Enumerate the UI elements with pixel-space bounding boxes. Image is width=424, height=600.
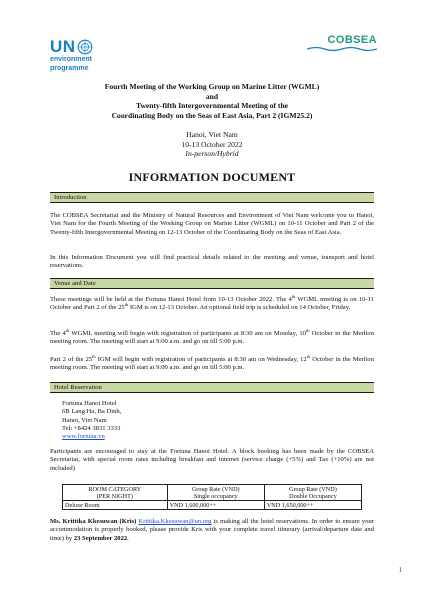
address-line: Tel: +8424 3831 3333 bbox=[62, 424, 121, 432]
venue-paragraph-2 bbox=[50, 327, 374, 347]
hotel-website-link[interactable]: www.fortuna.vn bbox=[62, 433, 105, 441]
hotel-address bbox=[62, 400, 121, 441]
venue-p3-text-c: October in the Merlion meeting room. The meeting will start at 9:00 a.m. and go on till 5:00 p.m. bbox=[50, 356, 374, 372]
cell-room-type: Deluxe Room bbox=[63, 501, 168, 510]
address-line: Hanoi, Viet Nam bbox=[62, 416, 107, 424]
title-line-1: Fourth Meeting of the Working Group on Marine Litter (WGML) bbox=[104, 82, 320, 91]
room-rate-table bbox=[62, 484, 362, 510]
meeting-title bbox=[40, 82, 384, 120]
wave-icon bbox=[307, 46, 377, 52]
venue-p2-text-b: WGML meeting will begin with registration of participants at 8:30 am on Monday, 10 bbox=[69, 330, 306, 337]
hotel-contact-paragraph bbox=[50, 518, 374, 543]
contact-deadline: 23 September 2022 bbox=[73, 534, 128, 542]
venue-p2-sup-1: th bbox=[65, 327, 70, 333]
header-text: Double Occupancy bbox=[289, 492, 337, 500]
introduction-paragraph-2: In this Information Document you will find practical details related to the meeting and venue, transport and hotel reservations. bbox=[50, 254, 374, 270]
contact-name: Ms. Krittika Kkesuwan (Kris) bbox=[50, 518, 137, 525]
meeting-location bbox=[40, 130, 384, 159]
hotel-paragraph-1: Participants are encouraged to stay at the Fortuna Hanoi Hotel. A block booking has been made by the COBSEA Secretariat, with special room rates including breakfast and internet (service charge (+5%) and Tax (+10%) are not included) bbox=[50, 448, 374, 472]
contact-email-link[interactable]: Krittika.Kkesuwan@un.org bbox=[138, 518, 212, 525]
contact-end: . bbox=[127, 534, 129, 542]
cell-double-rate: VND 1,650,000++ bbox=[264, 501, 361, 510]
location-dates: 10-13 October 2022 bbox=[181, 139, 243, 149]
venue-paragraph-1 bbox=[50, 293, 375, 313]
title-line-3: Twenty-fifth Intergovernmental Meeting of the bbox=[135, 101, 289, 110]
header-text: (PER NIGHT) bbox=[96, 492, 133, 500]
location-city: Hanoi, Viet Nam bbox=[186, 130, 238, 139]
section-introduction-header: Introduction bbox=[50, 192, 374, 203]
un-logo-line1: environment bbox=[50, 56, 93, 63]
venue-p3-sup-1: th bbox=[92, 353, 96, 359]
venue-p3-sup-2: th bbox=[306, 353, 311, 359]
contact-text: is making all the hotel reservations. In order to ensure your accommodation is properly booked, please provide Kris with your complete travel itinerary (arrival/departure date and time) by bbox=[50, 518, 374, 542]
address-line: 6B Lang Ha, Ba Dinh, bbox=[62, 408, 122, 416]
venue-p1-sup-1: th bbox=[291, 293, 296, 299]
un-environment-logo bbox=[50, 38, 160, 72]
section-venue-header: Venue and Date bbox=[50, 278, 374, 289]
table-row bbox=[63, 501, 362, 510]
introduction-paragraph-1: The COBSEA Secretariat and the Ministry of Natural Resources and Environment of Viet Nam welcome you to Hanoi, Viet Nam for the Fourth Meeting of the Working Group on Marine Litter (WGML) on 10-11 October and Part 2 of the Twenty-fifth Intergovernmental Meeting on 12-13 October of the Coordinating Body on the Seas of East Asia. bbox=[50, 212, 374, 236]
venue-paragraph-3 bbox=[50, 353, 374, 373]
venue-p3-text-b: IGM will begin with registration of participants at 8:30 am on Wednesday, 12 bbox=[95, 356, 307, 363]
un-logo-line2: programme bbox=[50, 64, 89, 72]
header-text: Single occupancy bbox=[193, 492, 238, 500]
header-room-category bbox=[63, 485, 168, 501]
title-line-4: Coordinating Body on the Seas of East Asia, Part 2 (IGM25.2) bbox=[111, 110, 313, 120]
header-text: Group Rate (VND) bbox=[289, 485, 337, 493]
venue-p1-text-c: IGM is on 12-13 October. An optional field trip is scheduled on 14 October, Friday. bbox=[128, 304, 351, 312]
venue-p1-text-b: WGML meeting is on 10-11 October and Part 2 of the 25 bbox=[50, 296, 375, 312]
venue-p1-sup-2: th bbox=[124, 302, 129, 308]
header-text: ROOM CATEGORY bbox=[88, 485, 142, 493]
address-line: Fortuna Hanoi Hotel bbox=[62, 400, 117, 407]
header-text: Group Rate (VND) bbox=[191, 485, 240, 493]
section-hotel-header: Hotel Reservation bbox=[50, 382, 374, 393]
header-double-rate bbox=[264, 485, 361, 501]
location-format: In-person/Hybrid bbox=[185, 149, 239, 158]
un-logo-text: UN bbox=[50, 37, 76, 56]
cell-single-rate: VND 1,600,000++ bbox=[167, 501, 264, 510]
venue-p2-text-a: The 4 bbox=[50, 330, 66, 337]
un-emblem-icon bbox=[77, 39, 93, 55]
title-line-2: and bbox=[205, 91, 219, 101]
cobsea-logo bbox=[299, 34, 377, 52]
header-single-rate bbox=[167, 485, 264, 501]
cobsea-logo-text: COBSEA bbox=[327, 34, 377, 46]
page-number: 1 bbox=[398, 566, 402, 574]
document-title: INFORMATION DOCUMENT bbox=[128, 170, 296, 184]
venue-p3-text-a: Part 2 of the 25 bbox=[50, 356, 93, 363]
venue-p2-text-c: October in the Merlion meeting room. The meeting will start at 9:00 a.m. and go on till 5:00 p.m. bbox=[50, 330, 374, 346]
venue-p1-text-a: These meetings will be held at the Fortuna Hanoi Hotel from 10-13 October 2022. The 4 bbox=[50, 296, 292, 303]
venue-p2-sup-2: th bbox=[305, 327, 310, 333]
table-header-row bbox=[63, 485, 362, 501]
